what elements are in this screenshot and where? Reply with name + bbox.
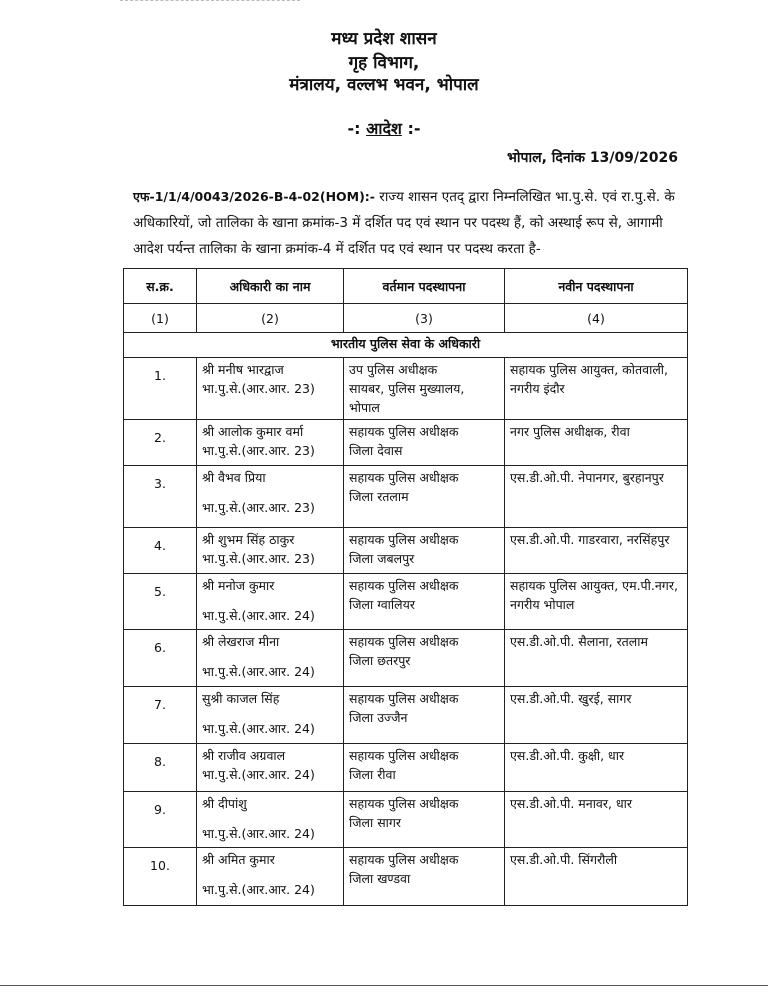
serial-number: 4.: [124, 528, 197, 574]
header-officer-name: अधिकारी का नाम: [197, 269, 344, 304]
current-posting: [344, 630, 505, 687]
order-title: [0, 117, 768, 139]
table-row: [124, 528, 688, 574]
serial-number: 6.: [124, 630, 197, 687]
current-rank: सहायक पुलिस अधीक्षक: [349, 634, 459, 649]
officer-batch: भा.पु.से.(आर.आर. 23): [202, 381, 315, 396]
current-posting: [344, 792, 505, 848]
serial-number: 2.: [124, 420, 197, 466]
officer-batch: भा.पु.से.(आर.आर. 24): [202, 826, 315, 841]
serial-number: 10.: [124, 848, 197, 906]
new-posting: सहायक पुलिस आयुक्त, एम.पी.नगर, नगरीय भोपाल: [505, 574, 688, 630]
header-current-posting: वर्तमान पदस्थापना: [344, 269, 505, 304]
header-department: गृह विभाग,: [348, 53, 420, 73]
officer-batch: भा.पु.से.(आर.आर. 23): [202, 551, 315, 566]
table-row: [124, 744, 688, 792]
officer-name: श्री आलोक कुमार वर्मा: [202, 424, 304, 439]
officer-cell: [197, 687, 344, 744]
serial-number: 5.: [124, 574, 197, 630]
section-row: [124, 333, 688, 358]
header-government: मध्य प्रदेश शासन: [331, 29, 437, 49]
column-number-row: [124, 304, 688, 333]
officer-cell: [197, 358, 344, 420]
current-posting: [344, 687, 505, 744]
current-place: जिला छतरपुर: [349, 653, 411, 668]
officer-batch: भा.पु.से.(आर.आर. 24): [202, 767, 315, 782]
serial-number: 7.: [124, 687, 197, 744]
officer-batch: भा.पु.से.(आर.आर. 23): [202, 500, 315, 515]
table-row: [124, 792, 688, 848]
current-rank: सहायक पुलिस अधीक्षक: [349, 424, 459, 439]
current-rank: सहायक पुलिस अधीक्षक: [349, 470, 459, 485]
scan-artifact: [120, 0, 300, 4]
officer-name: श्री लेखराज मीना: [202, 634, 280, 649]
current-place: जिला देवास: [349, 443, 403, 458]
officer-name: श्री अमित कुमार: [202, 852, 275, 867]
officer-name: श्री वैभव प्रिया: [202, 470, 266, 485]
order-prefix: -:: [347, 119, 361, 138]
table-row: [124, 687, 688, 744]
officer-cell: [197, 848, 344, 906]
page-bottom-divider: [0, 985, 768, 986]
current-place: जिला रीवा: [349, 767, 396, 782]
posting-table: [123, 268, 688, 906]
order-date: भोपाल, दिनांक 13/09/2026: [507, 150, 678, 166]
current-rank: सहायक पुलिस अधीक्षक: [349, 691, 459, 706]
current-posting: [344, 848, 505, 906]
current-rank: सहायक पुलिस अधीक्षक: [349, 532, 459, 547]
table-row: [124, 630, 688, 687]
officer-batch: भा.पु.से.(आर.आर. 24): [202, 608, 315, 623]
table-row: [124, 420, 688, 466]
serial-number: 8.: [124, 744, 197, 792]
serial-number: 3.: [124, 466, 197, 528]
new-posting: सहायक पुलिस आयुक्त, कोतवाली, नगरीय इंदौर: [505, 358, 688, 420]
order-word: आदेश: [366, 119, 402, 138]
serial-number: 1.: [124, 358, 197, 420]
table-header-row: [124, 269, 688, 304]
officer-cell: [197, 466, 344, 528]
officer-cell: [197, 528, 344, 574]
paragraph-text: राज्य शासन एतद् द्वारा निम्नलिखित भा.पु.से. एवं रा.पु.से. के अधिकारियों, जो तालिका के खाना क्रमांक-3 में दर्शित पद एवं स्थान पर पदस्थ हैं, को अस्थाई रूप से, आगामी आदेश पर्यन्त तालिका के खाना क्रमांक-4 में दर्शित पद एवं स्थान पर पदस्थ करता है-: [133, 189, 675, 257]
current-rank: सहायक पुलिस अधीक्षक: [349, 852, 459, 867]
current-place: जिला उज्जैन: [349, 710, 408, 725]
header-address: मंत्रालय, वल्लभ भवन, भोपाल: [289, 75, 479, 95]
current-place: सायबर, पुलिस मुख्यालय, भोपाल: [349, 381, 465, 415]
current-posting: [344, 574, 505, 630]
col-number-1: (1): [124, 304, 197, 333]
table-row: [124, 848, 688, 906]
officer-cell: [197, 574, 344, 630]
officer-name: श्री मनोज कुमार: [202, 578, 275, 593]
current-posting: [344, 358, 505, 420]
current-rank: सहायक पुलिस अधीक्षक: [349, 748, 459, 763]
current-rank: सहायक पुलिस अधीक्षक: [349, 796, 459, 811]
col-number-2: (2): [197, 304, 344, 333]
new-posting: एस.डी.ओ.पी. खुरई, सागर: [505, 687, 688, 744]
header-new-posting: नवीन पदस्थापना: [505, 269, 688, 304]
officer-cell: [197, 792, 344, 848]
officer-batch: भा.पु.से.(आर.आर. 24): [202, 664, 315, 679]
current-rank: सहायक पुलिस अधीक्षक: [349, 578, 459, 593]
table-row: [124, 574, 688, 630]
new-posting: नगर पुलिस अधीक्षक, रीवा: [505, 420, 688, 466]
officer-name: श्री दीपांशु: [202, 796, 247, 811]
order-paragraph: [133, 184, 683, 262]
officer-name: श्री शुभम सिंह ठाकुर: [202, 532, 295, 547]
new-posting: एस.डी.ओ.पी. गाडरवारा, नरसिंहपुर: [505, 528, 688, 574]
current-posting: [344, 744, 505, 792]
table-row: [124, 358, 688, 420]
col-number-4: (4): [505, 304, 688, 333]
current-place: जिला खण्डवा: [349, 871, 411, 886]
officer-cell: [197, 420, 344, 466]
officer-name: सुश्री काजल सिंह: [202, 691, 280, 706]
officer-name: श्री मनीष भारद्वाज: [202, 362, 284, 377]
order-suffix: :-: [407, 119, 421, 138]
section-title: भारतीय पुलिस सेवा के अधिकारी: [124, 333, 688, 358]
current-posting: [344, 466, 505, 528]
col-number-3: (3): [344, 304, 505, 333]
current-place: जिला ग्वालियर: [349, 597, 415, 612]
current-posting: [344, 528, 505, 574]
officer-batch: भा.पु.से.(आर.आर. 24): [202, 721, 315, 736]
file-reference: एफ-1/1/4/0043/2026-B-4-02(HOM):-: [133, 189, 375, 204]
officer-batch: भा.पु.से.(आर.आर. 24): [202, 882, 315, 897]
officer-name: श्री राजीव अग्रवाल: [202, 748, 286, 763]
officer-cell: [197, 630, 344, 687]
new-posting: एस.डी.ओ.पी. सैलाना, रतलाम: [505, 630, 688, 687]
serial-number: 9.: [124, 792, 197, 848]
current-place: जिला सागर: [349, 815, 402, 830]
new-posting: एस.डी.ओ.पी. सिंगरौली: [505, 848, 688, 906]
officer-batch: भा.पु.से.(आर.आर. 23): [202, 443, 315, 458]
new-posting: एस.डी.ओ.पी. मनावर, धार: [505, 792, 688, 848]
current-place: जिला रतलाम: [349, 489, 409, 504]
current-rank: उप पुलिस अधीक्षक: [349, 362, 438, 377]
table-row: [124, 466, 688, 528]
current-place: जिला जबलपुर: [349, 551, 415, 566]
current-posting: [344, 420, 505, 466]
new-posting: एस.डी.ओ.पी. कुक्षी, धार: [505, 744, 688, 792]
new-posting: एस.डी.ओ.पी. नेपानगर, बुरहानपुर: [505, 466, 688, 528]
officer-cell: [197, 744, 344, 792]
header-serial: स.क्र.: [124, 269, 197, 304]
